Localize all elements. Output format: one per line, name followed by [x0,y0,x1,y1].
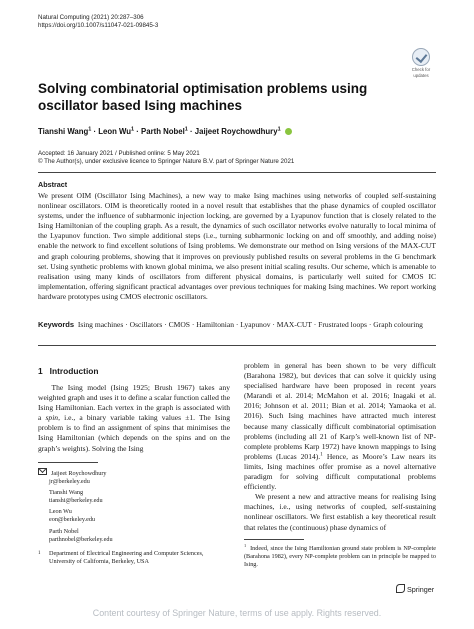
section-heading [38,366,99,376]
contact-entry [38,528,228,544]
body-text: ; Brush [147,383,177,392]
affiliation-text: Department of Electrical Engineering and Computer Sciences, University of California, Berkeley, USA [49,549,204,565]
footnote [244,542,436,569]
contact-email[interactable]: tianshi@berkeley.edu [49,497,103,505]
journal-header [38,14,158,30]
contact-entry [38,489,228,505]
author-contacts [38,468,228,566]
author-affil-mark: 1 [88,126,92,133]
check-icon [412,48,430,66]
keywords-list: Ising machines · Oscillators · CMOS · Hamiltonian · Lyapunov · MAX-CUT · Frustrated loops · Graph colouring [77,320,423,329]
author-affil-mark: 1 [184,126,188,133]
citation-link[interactable]: 1967 [176,383,193,392]
author-separator: · [190,127,193,136]
body-text-italic: spin [45,413,59,423]
publication-dates [38,150,294,166]
body-text: The Ising model (Ising [51,383,133,392]
footnote-rule [38,462,98,463]
author-separator: · [93,127,97,136]
affiliation-number: 1 [38,550,41,556]
contact-name: Leon Wu [49,508,72,516]
contact-name: Jaijeet Roychowdhury [51,470,107,477]
section-title: Introduction [49,366,99,376]
author-name: Jaijeet Roychowdhury [194,127,278,136]
body-paragraph [244,361,436,492]
footnote-rule [244,539,304,540]
keywords [38,320,436,330]
citation-link[interactable]: 1925 [132,383,148,392]
contact-email[interactable]: eon@berkeley.edu [49,516,96,524]
publisher-name: Springer [407,585,435,594]
author-list [38,127,292,136]
contact-name: Parth Nobel [49,527,79,535]
contact-name: Tianshi Wang [49,489,84,497]
author-name: Tianshi Wang [38,127,89,136]
author-affil-mark: 1 [131,126,135,133]
contact-email[interactable]: jr@berkeley.edu [49,478,90,486]
author-name: Leon Wu [98,127,132,136]
intro-paragraph-right [244,361,436,533]
intro-paragraph-left [38,383,230,454]
copyright-line: © The Author(s), under exclusive licence to Springer Nature B.V. part of Springer Nature 2021 [38,158,295,165]
affiliation [38,550,228,566]
paper-title: Solving combinatorial optimisation problems using oscillator based Ising machines [38,81,368,113]
body-text: ) takes any weighted graph and uses it to define a scalar function called the Ising Hamiltonian. Each vertex in the graph is associated with a [38,383,230,423]
footnote-text: Indeed, since the Ising Hamiltonian ground state problem is NP-complete (Barahona 1982), every NP-complete problem can in principle be mapped to Ising. [244,545,436,569]
body-text: problem in general has been shown to be very difficult (Barahona 1982), but devices that can solve it quickly using specialised hardware have been proposed in recent years (Marandi et al. 2014; McMahon et al. 2016; Inagaki et al. 2016; Johnson et al. 2011; Bian et al. 2014; Yamaoka et al. 2016). Such Ising machines have attracted much interest because many classically difficult combinatorial optimisation problems (including all 21 of Karp’s well-known list of NP-complete problems Karp 1972) have known mappings to Ising problems (Lucas 2014). [244,361,436,461]
contact-email[interactable]: parthnobel@berkeley.edu [49,535,113,543]
publisher-logo [396,584,434,594]
body-text: Hence, as Moore’s Law nears its limits, Ising machines offer promise as a novel alternative paradigm for solving difficult computational problems efficiently. [244,451,437,492]
badge-label-1: Check for [411,67,431,72]
footnote-mark[interactable]: 1 [320,451,323,458]
author-name: Parth Nobel [141,127,185,136]
author-affil-mark: 1 [277,126,281,133]
body-text: , i.e., a binary variable taking values ±1. The Ising problem is to find an assignment of spins that minimises the Ising Hamiltonian (which depends on the spins and on the graph’s weights). Solving the Ising [38,413,230,453]
journal-citation: Natural Computing (2021) 20:287–306 [38,14,144,21]
courtesy-notice: Content courtesy of Springer Nature, terms of use apply. Rights reserved. [92,608,382,618]
springer-horse-icon [396,584,405,593]
body-paragraph: We present a new and attractive means for realising Ising machines, i.e., using networks of coupled, self-sustaining nonlinear oscillators. We first establish a key theoretical result that relates the (continuous) phase dynamics of [244,492,436,532]
keywords-label: Keywords [38,320,75,329]
divider [38,172,436,173]
divider [38,345,436,346]
accepted-date: Accepted: 16 January 2021 / Published online: 5 May 2021 [38,150,200,157]
section-number: 1 [38,366,43,376]
author-separator: · [136,127,139,136]
footnote-number: 1 [244,542,247,548]
doi-link[interactable]: https://doi.org/10.1007/s11047-021-09845-3 [38,22,159,29]
abstract-text: We present OIM (Oscillator Ising Machines), a new way to make Ising machines using networks of coupled self-sustaining nonlinear oscillators. OIM is theoretically rooted in a novel result that establishes that the phase dynamics of coupled oscillator systems, under the influence of subharmonic injection locking, are governed by a Lyapunov function that is closely related to the Ising Hamiltonian of the coupling graph. As a result, the dynamics of such oscillator networks evolve naturally to local minima of the Lyapunov function. Two simple additional steps (i.e., turning subharmonic locking on and off smoothly, and adding noise) enable the network to find excellent solutions of Ising problems. We demonstrate our method on Ising versions of the MAX-CUT and graph colouring problems, showing that it improves on previously published results on several problems in the G benchmark set. Using synthetic problems with known global minima, we also present initial scaling results. Our scheme, which is amenable to realisation using many kinds of oscillators from different physical domains, is particularly well suited for CMOS IC implementation, offering significant practical advantages over previous techniques for making Ising machines. We report working hardware prototypes using CMOS electronic oscillators. [38,191,436,301]
orcid-icon[interactable] [285,128,292,135]
check-for-updates-badge[interactable] [408,48,434,78]
badge-label-2: updates [413,73,429,78]
abstract-heading: Abstract [38,180,68,189]
envelope-icon [38,468,47,475]
corresponding-author [38,468,228,486]
contact-entry [38,508,228,524]
